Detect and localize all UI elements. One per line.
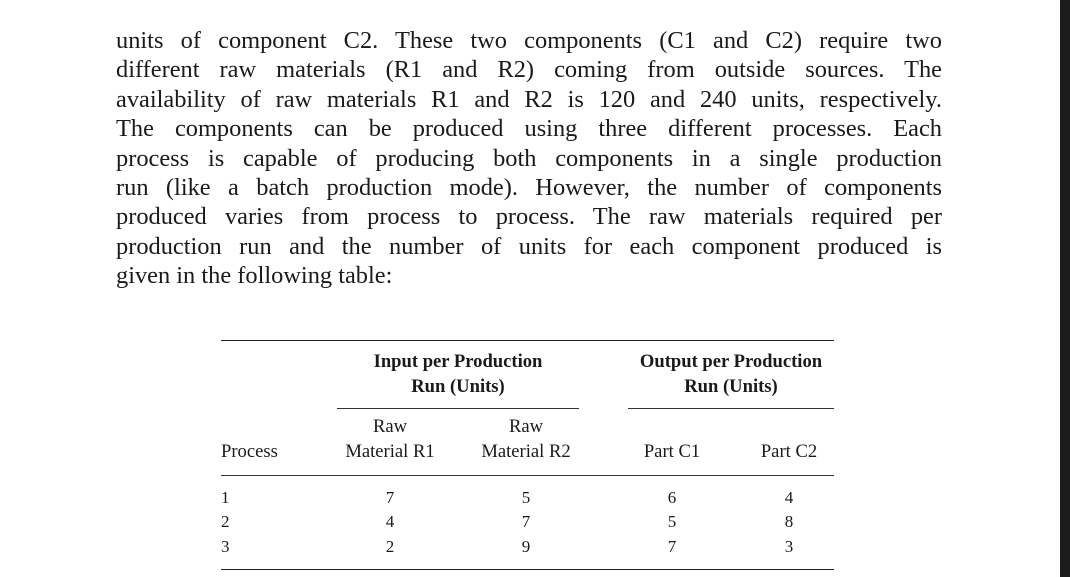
input-group-header-line2: Run (Units) [411, 376, 505, 397]
table-top-rule [221, 340, 834, 341]
output-group-header-line1: Output per Production [639, 351, 823, 372]
cell-process: 3 [221, 537, 230, 556]
table-bottom-rule [221, 569, 834, 570]
cell-c2: 3 [784, 537, 794, 556]
input-group-header-line1: Input per Production [373, 351, 543, 372]
cell-r2: 5 [521, 488, 531, 507]
cell-r1: 7 [385, 488, 395, 507]
output-group-header-line2: Run (Units) [684, 376, 778, 397]
cell-r2: 9 [521, 537, 531, 556]
paragraph-line: given in the following table: [116, 262, 393, 290]
cell-process: 1 [221, 488, 230, 507]
column-header-c2: Part C2 [760, 441, 818, 462]
cell-r2: 7 [521, 512, 531, 531]
output-group-rule [628, 408, 834, 409]
column-header-r2-line2: Material R2 [481, 441, 571, 462]
column-header-r2-line1: Raw [508, 416, 544, 437]
cell-process: 2 [221, 512, 230, 531]
cell-c2: 4 [784, 488, 794, 507]
header-bottom-rule [221, 475, 834, 476]
production-table [221, 340, 834, 572]
column-header-r1-line1: Raw [372, 416, 408, 437]
paragraph-line: units of component C2. These two components (C1 and C2) require two [116, 27, 942, 54]
column-header-c1: Part C1 [643, 441, 701, 462]
cell-c1: 7 [667, 537, 677, 556]
window-edge-bar [1060, 0, 1070, 577]
cell-r1: 2 [385, 537, 395, 556]
paragraph-line: run (like a batch production mode). However, the number of components [116, 173, 942, 201]
cell-c2: 8 [784, 512, 794, 531]
paragraph-line: production run and the number of units for each component produced is [116, 232, 942, 260]
paragraph-line: availability of raw materials R1 and R2 is 120 and 240 units, respectively. [116, 85, 942, 113]
column-header-r1-line2: Material R1 [345, 441, 435, 462]
input-group-rule [337, 408, 579, 409]
column-header-process: Process [221, 441, 278, 462]
cell-r1: 4 [385, 512, 395, 531]
cell-c1: 5 [667, 512, 677, 531]
paragraph-line: The components can be produced using three different processes. Each [116, 115, 942, 143]
paragraph-line: different raw materials (R1 and R2) coming from outside sources. The [116, 56, 942, 84]
body-paragraph [116, 26, 942, 291]
cell-c1: 6 [667, 488, 677, 507]
paragraph-line: process is capable of producing both components in a single production [116, 144, 942, 172]
paragraph-line: produced varies from process to process. The raw materials required per [116, 203, 942, 231]
